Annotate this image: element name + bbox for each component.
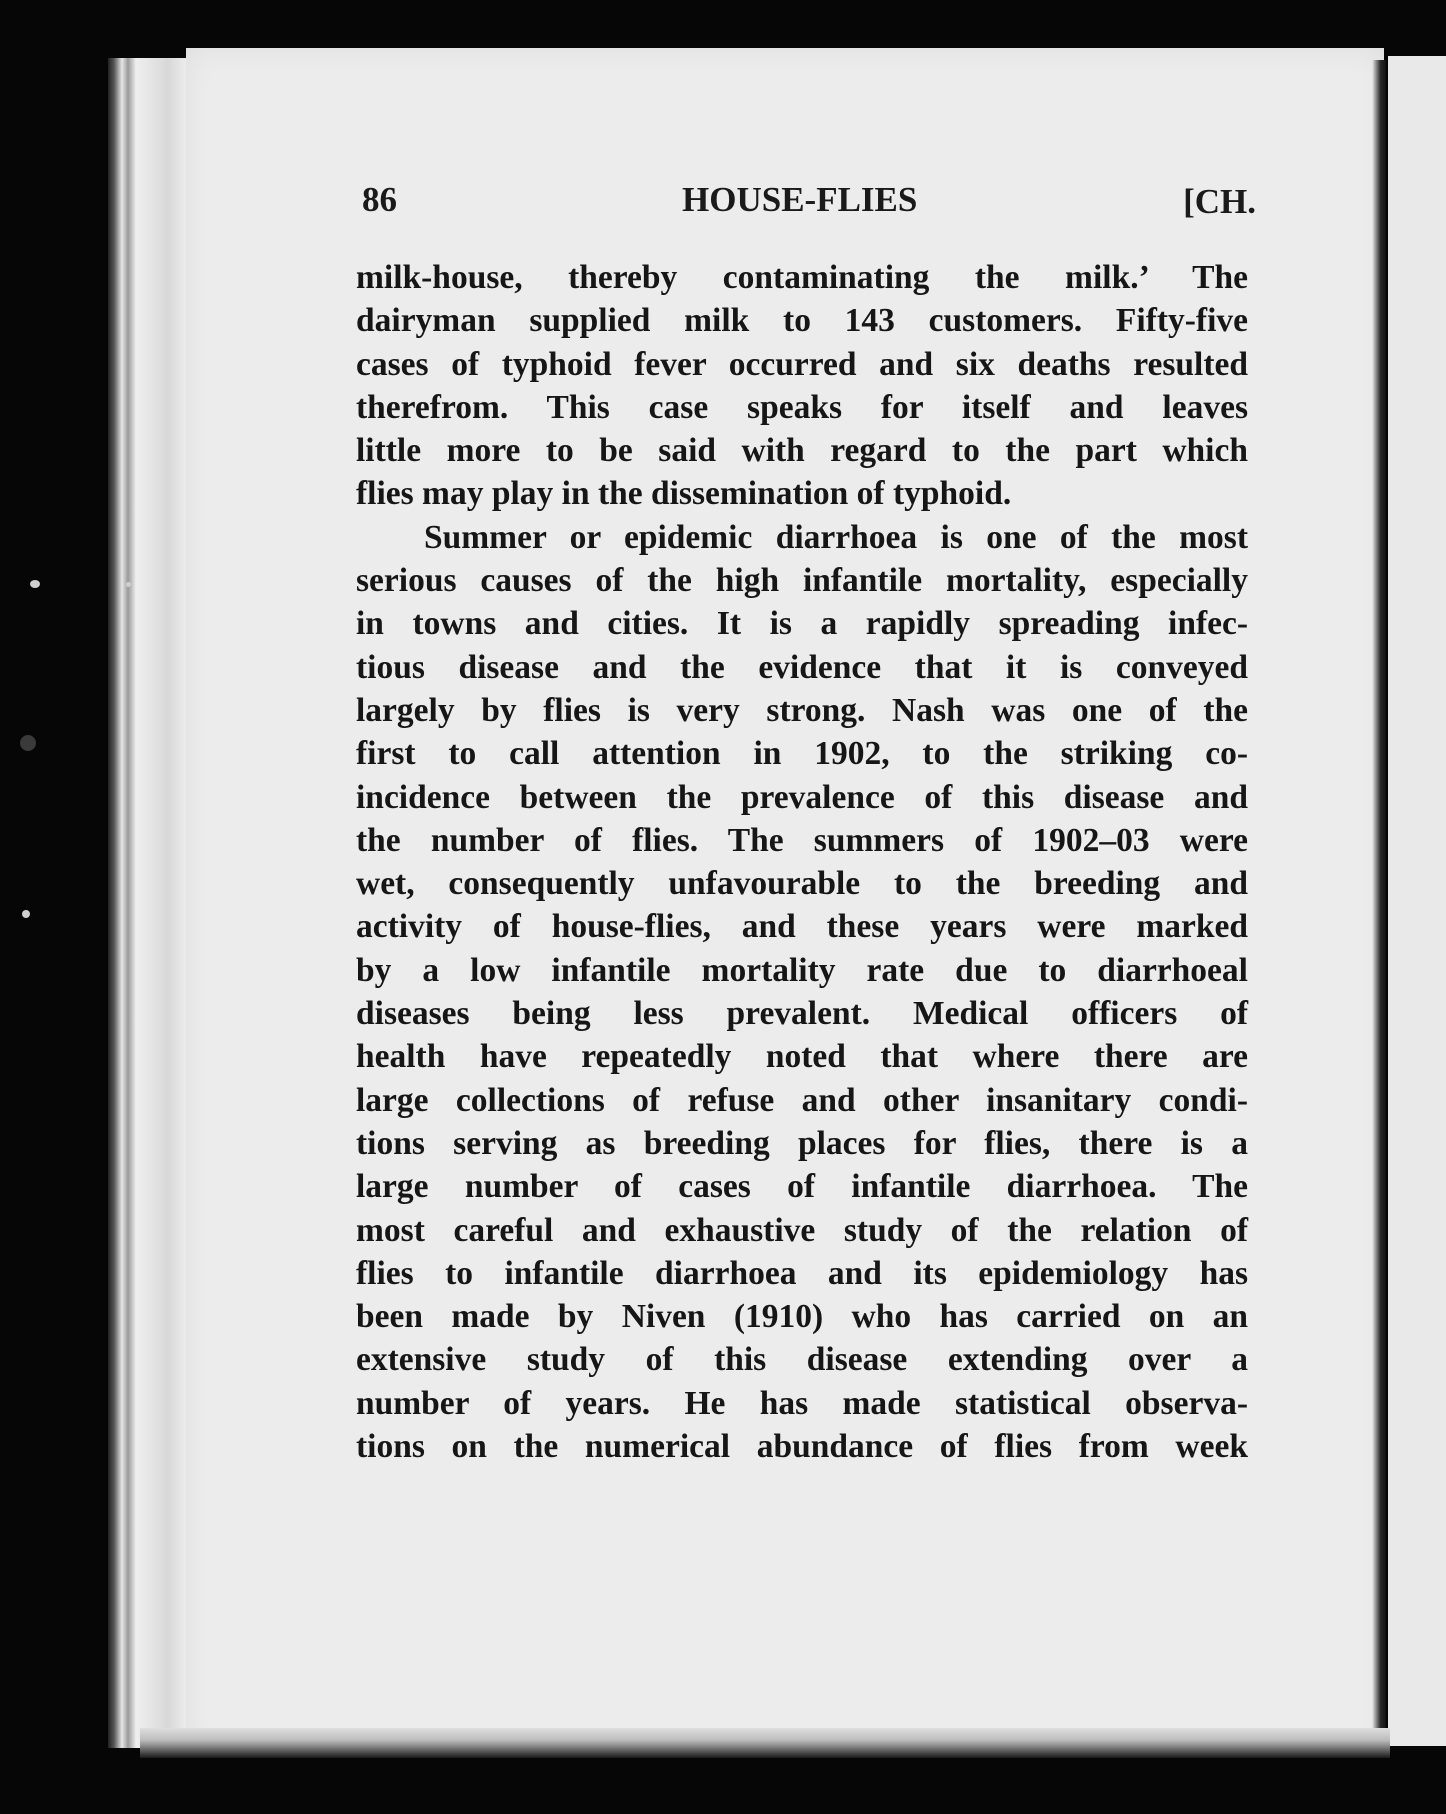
facing-page-edge — [1388, 56, 1446, 1746]
scan-speck — [30, 580, 40, 588]
scan-speck — [22, 910, 30, 918]
book-spine — [108, 58, 188, 1748]
text-line: cases of typhoid fever occurred and six deaths resulted — [356, 345, 1248, 383]
text-line: milk-house, thereby contaminating the milk.’ The — [356, 259, 1248, 296]
body-text — [356, 256, 1248, 1468]
scan-speck — [20, 735, 36, 751]
text-line: tious disease and the evidence that it is conveyed — [356, 648, 1248, 686]
text-line: diseases being less prevalent. Medical officers of — [356, 995, 1248, 1033]
page-fold-shadow — [1372, 60, 1386, 1750]
text-line: been made by Niven (1910) who has carried on an — [356, 1298, 1248, 1336]
chapter-mark: [CH. — [1183, 182, 1256, 221]
text-line: the number of flies. The summers of 1902–03 were — [356, 821, 1248, 859]
text-line: large number of cases of infantile diarrhoea. The — [356, 1168, 1248, 1206]
text-line: wet, consequently unfavourable to the breeding and — [356, 865, 1248, 903]
running-head — [362, 180, 1256, 230]
text-line: serious causes of the high infantile mortality, especially — [356, 562, 1248, 600]
scan-speck — [126, 582, 131, 587]
text-line: largely by flies is very strong. Nash was one of the — [356, 691, 1248, 729]
text-line: first to call attention in 1902, to the striking co- — [356, 735, 1248, 773]
text-line: in towns and cities. It is a rapidly spreading infec- — [356, 605, 1248, 643]
text-line: flies may play in the dissemination of typhoid. — [356, 475, 1012, 513]
text-line: Summer or epidemic diarrhoea is one of the most — [424, 518, 1248, 556]
page-bottom-edge — [140, 1728, 1390, 1758]
text-line: tions serving as breeding places for flies, there is a — [356, 1124, 1248, 1162]
text-line: most careful and exhaustive study of the relation of — [356, 1211, 1248, 1249]
text-line: activity of house-flies, and these years were marked — [356, 908, 1248, 946]
text-line: large collections of refuse and other insanitary condi- — [356, 1081, 1248, 1119]
text-line: incidence between the prevalence of this disease and — [356, 778, 1248, 816]
text-line: tions on the numerical abundance of flies from week — [356, 1428, 1248, 1466]
text-line: therefrom. This case speaks for itself and leaves — [356, 388, 1248, 426]
text-line: extensive study of this disease extending over a — [356, 1341, 1248, 1379]
text-line: health have repeatedly noted that where there are — [356, 1038, 1248, 1076]
running-title: HOUSE-FLIES — [682, 180, 918, 219]
text-line: by a low infantile mortality rate due to diarrhoeal — [356, 951, 1248, 989]
text-line: little more to be said with regard to the part which — [356, 432, 1248, 470]
page-number: 86 — [362, 180, 397, 219]
text-line: number of years. He has made statistical observa- — [356, 1384, 1248, 1422]
text-line: dairyman supplied milk to 143 customers. Fifty-five — [356, 302, 1248, 340]
text-line: flies to infantile diarrhoea and its epidemiology has — [356, 1254, 1248, 1292]
